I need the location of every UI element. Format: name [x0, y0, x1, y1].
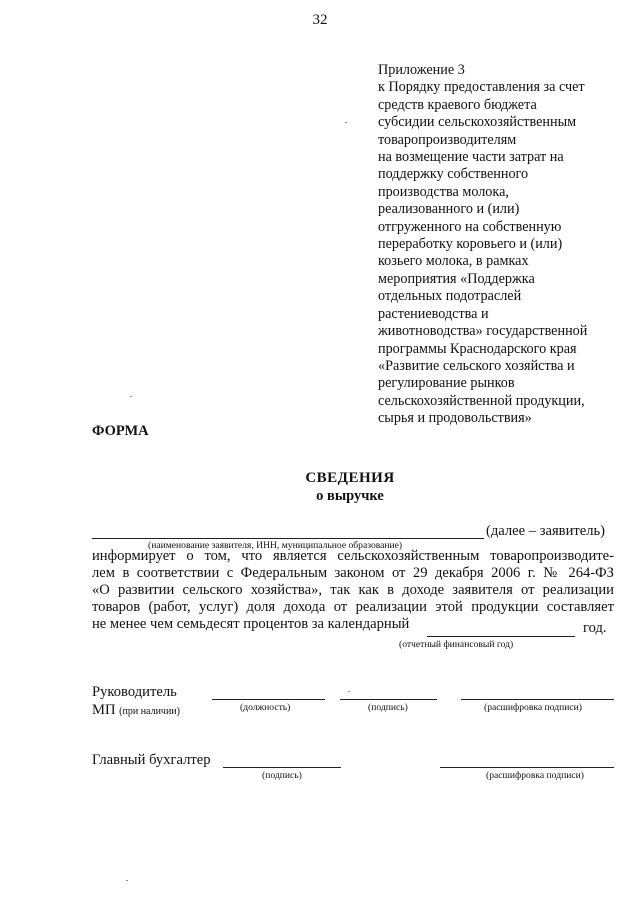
scan-speck: [126, 880, 128, 881]
reporting-year-hint: (отчетный финансовый год): [399, 639, 514, 650]
head-position-line[interactable]: [212, 699, 325, 700]
stamp-text: МП: [92, 702, 116, 718]
appendix-line: сельскохозяйственной продукции,: [378, 392, 585, 409]
year-word: год.: [583, 620, 607, 636]
head-position-hint: (должность): [240, 702, 291, 713]
head-decode-hint: (расшифровка подписи): [484, 702, 582, 713]
paragraph-line: «О развитии сельского хозяйства», так как в доходе заявителя от реализации: [92, 582, 614, 598]
head-label: Руководитель: [92, 684, 177, 700]
paragraph-line: лем в соответствии с Федеральным законом от 29 декабря 2006 г. № 264-ФЗ: [92, 565, 614, 581]
appendix-line: Приложение 3: [378, 62, 465, 78]
form-label: ФОРМА: [92, 423, 149, 439]
applicant-name-line[interactable]: [92, 538, 484, 539]
accountant-signature-line[interactable]: [223, 767, 341, 768]
scan-speck: [345, 122, 347, 123]
document-title: СВЕДЕНИЯ: [305, 470, 395, 486]
appendix-line: производства молока,: [378, 183, 509, 200]
scan-speck: [348, 691, 350, 692]
appendix-line: на возмещение части затрат на: [378, 149, 564, 166]
accountant-decode-line[interactable]: [440, 767, 614, 768]
appendix-line: «Развитие сельского хозяйства и: [378, 357, 575, 374]
accountant-label: Главный бухгалтер: [92, 752, 211, 768]
appendix-line: товаропроизводителям: [378, 131, 517, 148]
stamp-label: [92, 702, 180, 719]
applicant-suffix: (далее – заявитель): [486, 523, 606, 539]
appendix-line: субсидии сельскохозяйственным: [378, 114, 577, 131]
appendix-line: программы Краснодарского края: [378, 340, 577, 357]
appendix-line: поддержку собственного: [378, 166, 529, 183]
appendix-line: отгруженного на собственную: [378, 218, 562, 235]
appendix-line: реализованного и (или): [378, 201, 520, 218]
applicant-hint: (наименование заявителя, ИНН, муниципальное образование): [148, 540, 403, 551]
accountant-decode-hint: (расшифровка подписи): [486, 770, 584, 781]
paragraph-last-line: [92, 616, 614, 633]
appendix-line: к Порядку предоставления за счет: [378, 79, 585, 96]
paragraph-line: информирует о том, что является сельскохозяйственным товаропроизводите-: [92, 548, 614, 564]
reporting-year-line[interactable]: [427, 636, 575, 637]
appendix-line: переработку коровьего и (или): [378, 236, 563, 253]
appendix-block: [378, 62, 613, 428]
head-decode-line[interactable]: [461, 699, 614, 700]
head-signature-hint: (подпись): [368, 702, 408, 713]
appendix-line: средств краевого бюджета: [378, 96, 537, 113]
scan-speck: [130, 396, 132, 397]
appendix-line: растениеводства и: [378, 305, 489, 322]
paragraph-last-text: не менее чем семьдесят процентов за календарный: [92, 616, 410, 632]
stamp-note: (при наличии): [119, 706, 180, 717]
appendix-line: животноводства» государственной: [378, 323, 588, 340]
appendix-line: регулирование рынков: [378, 375, 515, 392]
appendix-line: козьего молока, в рамках: [378, 253, 529, 270]
document-subtitle: о выручке: [316, 488, 384, 504]
appendix-line: отдельных подотраслей: [378, 288, 522, 305]
statement-paragraph: [92, 548, 614, 633]
appendix-line: мероприятия «Поддержка: [378, 270, 535, 287]
paragraph-line: товаров (работ, услуг) доля дохода от реализации этой продукции составляет: [92, 599, 614, 615]
accountant-signature-hint: (подпись): [262, 770, 302, 781]
head-signature-line[interactable]: [340, 699, 437, 700]
page-number: 32: [312, 12, 328, 28]
appendix-line: сырья и продовольствия»: [378, 410, 532, 427]
